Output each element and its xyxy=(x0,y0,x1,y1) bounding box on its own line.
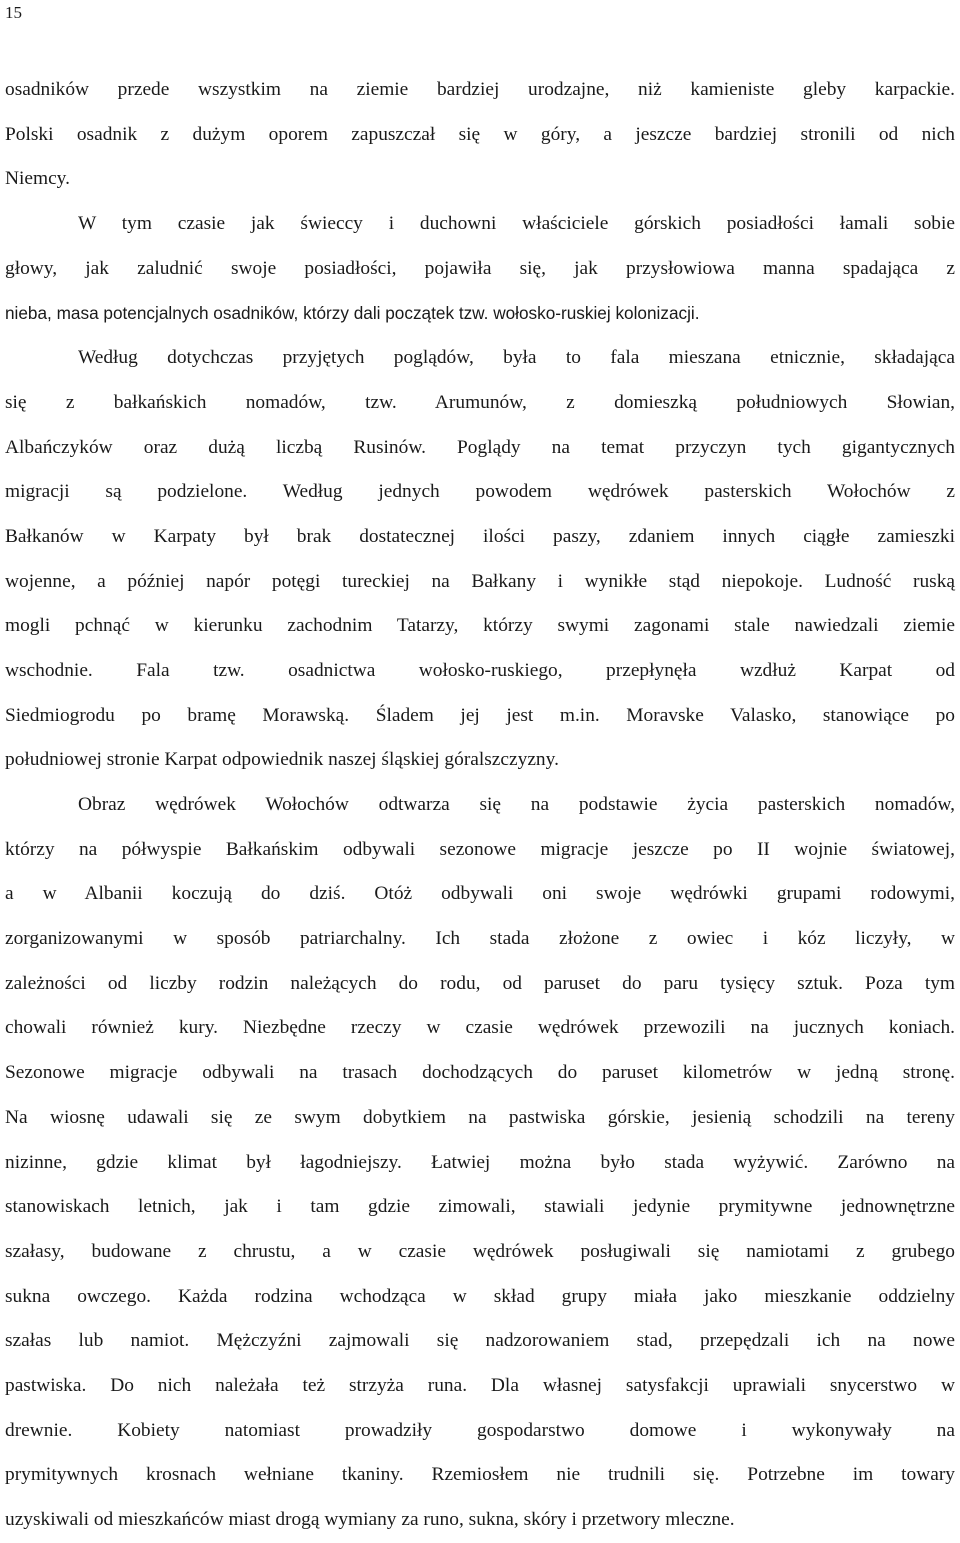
text-line: osadników przede wszystkim na ziemie bardziej urodzajne, niż kamieniste gleby karpackie. xyxy=(5,79,955,100)
text-line: wojenne, a później napór potęgi tureckiej na Bałkany i wynikłe stąd niepokoje. Ludność ruską xyxy=(5,570,955,592)
document-body xyxy=(5,68,955,1543)
text-line: Według dotychczas przyjętych poglądów, była to fala mieszana etnicznie, składająca xyxy=(78,347,955,369)
text-line: szałasy, budowane z chrustu, a w czasie wędrówek posługiwali się namiotami z grubego xyxy=(5,1240,955,1262)
text-line: nieba, masa potencjalnych osadników, którzy dali początek tzw. wołosko-ruskiej kolonizacji. xyxy=(5,303,700,324)
text-line: sukna owczego. Każda rodzina wchodząca w skład grupy miała jako mieszkanie oddzielny xyxy=(5,1285,955,1307)
text-line: W tym czasie jak świeccy i duchowni właściciele górskich posiadłości łamali sobie xyxy=(78,213,955,235)
text-line: Bałkanów w Karpaty był brak dostatecznej ilości paszy, zdaniem innych ciągłe zamieszki xyxy=(5,525,955,547)
text-line: Niemcy. xyxy=(5,168,70,190)
text-line: wschodnie. Fala tzw. osadnictwa wołosko-ruskiego, przepłynęła wzdłuż Karpat od xyxy=(5,659,955,681)
text-line: którzy na półwyspie Bałkańskim odbywali sezonowe migracje jeszcze po II wojnie światowej, xyxy=(5,838,955,860)
text-line: Polski osadnik z dużym oporem zapuszczał się w góry, a jeszcze bardziej stronili od nich xyxy=(5,123,955,145)
text-line: Albańczyków oraz dużą liczbą Rusinów. Poglądy na temat przyczyn tych gigantycznych xyxy=(5,436,955,458)
text-line: drewnie. Kobiety natomiast prowadziły gospodarstwo domowe i wykonywały na xyxy=(5,1419,955,1441)
text-line: migracji są podzielone. Według jednych powodem wędrówek pasterskich Wołochów z xyxy=(5,481,955,503)
page-number: 15 xyxy=(5,3,22,22)
text-line: zorganizowanymi w sposób patriarchalny. Ich stada złożone z owiec i kóz liczyły, w xyxy=(5,928,955,950)
text-line: uzyskiwali od mieszkańców miast drogą wymiany za runo, sukna, skóry i przetwory mleczne. xyxy=(5,1509,735,1530)
text-line: Sezonowe migracje odbywali na trasach dochodzących do paruset kilometrów w jedną stronę. xyxy=(5,1062,955,1084)
text-line: chowali również kury. Niezbędne rzeczy w czasie wędrówek przewozili na jucznych koniach. xyxy=(5,1017,955,1039)
text-line: szałas lub namiot. Mężczyźni zajmowali się nadzorowaniem stad, przepędzali ich na nowe xyxy=(5,1330,955,1352)
text-line: a w Albanii koczują do dziś. Otóż odbywali oni swoje wędrówki grupami rodowymi, xyxy=(5,883,955,905)
text-line: zależności od liczby rodzin należących do rodu, od paruset do paru tysięcy sztuk. Poza tym xyxy=(5,972,955,994)
text-line: stanowiskach letnich, jak i tam gdzie zimowali, stawiali jedynie prymitywne jednownętrzne xyxy=(5,1196,955,1218)
text-line: nizinne, gdzie klimat był łagodniejszy. Łatwiej można było stada wyżywić. Zarówno na xyxy=(5,1151,955,1173)
text-line: się z bałkańskich nomadów, tzw. Arumunów, z domieszką południowych Słowian, xyxy=(5,391,955,413)
text-line: prymitywnych krosnach wełniane tkaniny. Rzemiosłem nie trudnili się. Potrzebne im towary xyxy=(5,1464,955,1486)
text-line: pastwiska. Do nich należała też strzyża runa. Dla własnej satysfakcji uprawiali snycerstwo w xyxy=(5,1374,955,1396)
text-line: mogli pchnąć w kierunku zachodnim Tatarzy, którzy swymi zagonami stale nawiedzali ziemie xyxy=(5,615,955,637)
text-line: Na wiosnę udawali się ze swym dobytkiem na pastwiska górskie, jesienią schodzili na tereny xyxy=(5,1106,955,1128)
text-line: Obraz wędrówek Wołochów odtwarza się na podstawie życia pasterskich nomadów, xyxy=(78,794,955,815)
text-line: Siedmiogrodu po bramę Morawską. Śladem jej jest m.in. Moravske Valasko, stanowiące po xyxy=(5,704,955,726)
text-line: południowej stronie Karpat odpowiednik naszej śląskiej góralszczyzny. xyxy=(5,749,559,771)
text-line: głowy, jak zaludnić swoje posiadłości, pojawiła się, jak przysłowiowa manna spadająca z xyxy=(5,257,955,279)
